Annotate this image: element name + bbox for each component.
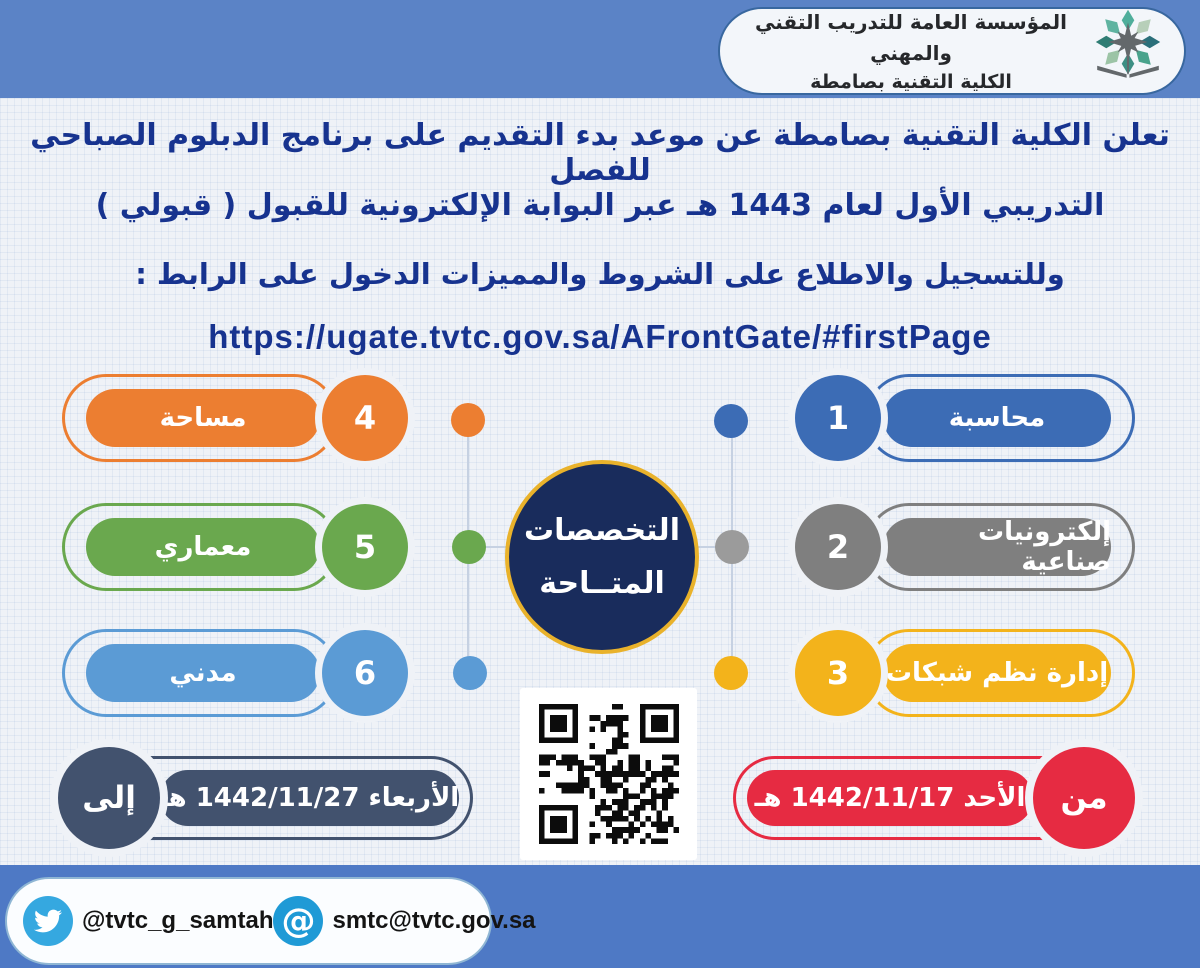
dot-yellow bbox=[714, 656, 748, 690]
available-specializations-circle bbox=[505, 460, 699, 654]
specialization-pill-1 bbox=[795, 374, 1135, 462]
registration-url-link[interactable]: https://ugate.tvtc.gov.sa/AFrontGate/#firstPage bbox=[208, 318, 992, 355]
dot-lightblue bbox=[453, 656, 487, 690]
tvtc-flower-logo-icon bbox=[1086, 7, 1170, 95]
specialization-label: مدني bbox=[86, 644, 320, 702]
college-name: الكلية التقنية بصامطة bbox=[810, 70, 1012, 93]
twitter-icon bbox=[23, 896, 73, 946]
announcement-line-1: تعلن الكلية التقنية بصامطة عن موعد بدء التقديم على برنامج الدبلوم الصباحي للفصل bbox=[30, 118, 1170, 188]
social-contact-card bbox=[5, 877, 536, 965]
specialization-label: إدارة نظم شبكات bbox=[883, 644, 1111, 702]
specialization-pill-6 bbox=[62, 629, 408, 717]
dot-gray bbox=[715, 530, 749, 564]
specialization-number: 1 bbox=[795, 375, 881, 461]
specialization-label: محاسبة bbox=[883, 389, 1111, 447]
specialization-number: 6 bbox=[322, 630, 408, 716]
to-label-circle: إلى bbox=[58, 747, 160, 849]
end-date-text: الأربعاء 1442/11/27 هـ bbox=[160, 770, 459, 826]
qr-code bbox=[520, 688, 697, 860]
circle-title-line1: التخصصات bbox=[524, 513, 680, 548]
org-name: المؤسسة العامة للتدريب التقني والمهني bbox=[755, 9, 1067, 65]
specialization-pill-4 bbox=[62, 374, 408, 462]
twitter-contact[interactable] bbox=[23, 896, 273, 946]
at-sign-icon: @ bbox=[273, 896, 323, 946]
twitter-handle: @tvtc_g_samtah bbox=[82, 907, 274, 934]
specialization-label: مساحة bbox=[86, 389, 320, 447]
from-label-circle: من bbox=[1033, 747, 1135, 849]
announcement-line-2: التدريبي الأول لعام 1443 هـ عبر البوابة الإلكترونية للقبول ( قبولي ) bbox=[95, 188, 1105, 223]
announcement-line-3: وللتسجيل والاطلاع على الشروط والمميزات الدخول على الرابط : bbox=[135, 257, 1065, 291]
email-contact[interactable] bbox=[273, 896, 535, 946]
circle-title-line2: المتــاحة bbox=[539, 566, 665, 601]
specialization-number: 5 bbox=[322, 504, 408, 590]
dot-orange bbox=[451, 403, 485, 437]
specialization-pill-2 bbox=[795, 503, 1135, 591]
end-date-pill bbox=[58, 748, 473, 848]
specialization-pill-5 bbox=[62, 503, 408, 591]
specialization-label: معماري bbox=[86, 518, 320, 576]
email-address: smtc@tvtc.gov.sa bbox=[332, 907, 536, 934]
org-logo-card bbox=[718, 7, 1186, 95]
specialization-number: 4 bbox=[322, 375, 408, 461]
start-date-pill bbox=[733, 748, 1135, 848]
specialization-number: 3 bbox=[795, 630, 881, 716]
specialization-label: إلكترونيات صناعية bbox=[883, 518, 1111, 576]
specialization-pill-3 bbox=[795, 629, 1135, 717]
dot-blue bbox=[714, 404, 748, 438]
dot-green bbox=[452, 530, 486, 564]
specialization-number: 2 bbox=[795, 504, 881, 590]
start-date-text: الأحد 1442/11/17 هـ bbox=[747, 770, 1033, 826]
